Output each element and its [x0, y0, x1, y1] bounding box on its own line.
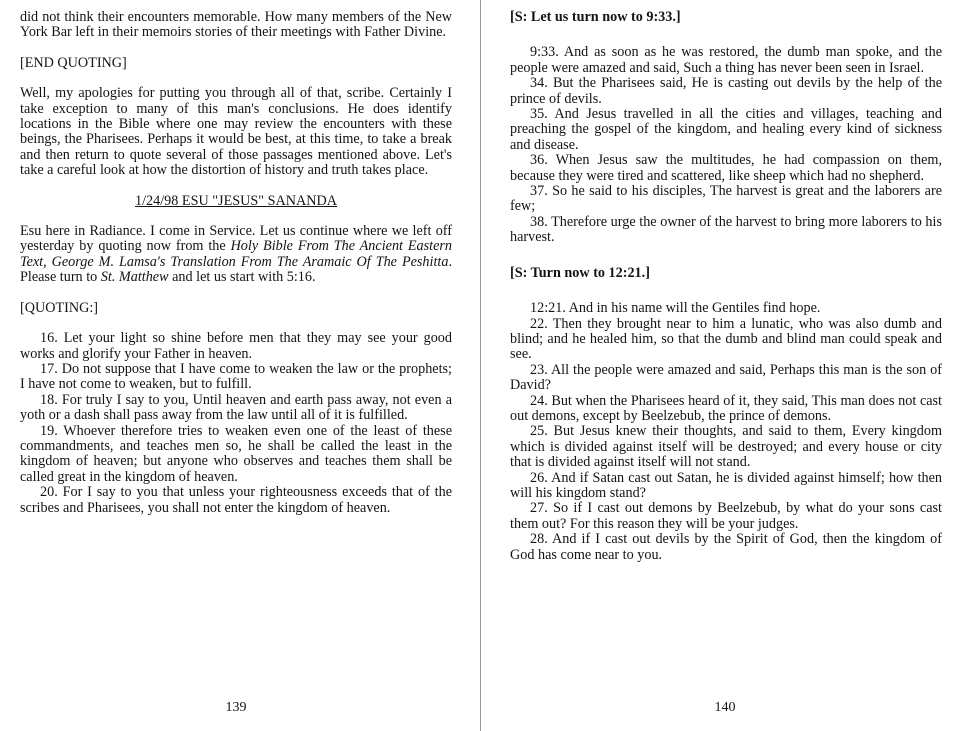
verse: 20. For I say to you that unless your righteousness exceeds that of the scribes and Pharisees, you shall not enter the kingdom of heaven. — [20, 484, 452, 516]
esu-paragraph — [20, 224, 452, 286]
end-quoting-marker: [END QUOTING] — [20, 54, 127, 71]
right-page — [483, 0, 966, 731]
verse: 18. For truly I say to you, Until heaven and earth pass away, not even a yoth or a dash shall pass away from the law until all of it is fulfilled. — [20, 391, 452, 424]
verse: 19. Whoever therefore tries to weaken even one of the least of these commandments, and teaches men so, he shall be called the least in the kingdom of heaven; but anyone who observes and teaches them shall be called great in the kingdom of heaven. — [20, 422, 452, 485]
page-number: 139 — [225, 700, 247, 715]
verse: 25. But Jesus knew their thoughts, and said to them, Every kingdom which is divided against itself will be destroyed; and every house or city that is divided against itself will not stand. — [510, 423, 942, 471]
left-text-column — [20, 10, 452, 516]
esu-paragraph-text: and let us start with 5:16. — [168, 269, 316, 286]
page-gutter — [480, 0, 481, 731]
commentary-paragraph: Well, my apologies for putting you through all of that, scribe. Certainly I take exception to many of this man's conclusions. He does identify locations in the Bible where one may review the encounters with these beings, the Pharisees. Perhaps it would be best, at this time, to take a break and then return to quote several of those passages mentioned above. Let's take a careful look at how the distortion of history and truth takes place. — [20, 85, 452, 179]
verse: 26. And if Satan cast out Satan, he is divided against himself; how then will his kingdom stand? — [510, 469, 942, 501]
verse: 28. And if I cast out devils by the Spirit of God, then the kingdom of God has come near to you. — [510, 531, 942, 563]
right-text-column — [510, 10, 942, 563]
verse: 16. Let your light so shine before men that they may see your good works and glorify your Father in heaven. — [20, 330, 452, 362]
scribe-note: [S: Turn now to 12:21.] — [510, 264, 650, 281]
verse: 34. But the Pharisees said, He is casting out devils by the help of the prince of devils. — [510, 75, 942, 107]
book-title: Holy Bible From The Ancient Eastern Text, George M. Lamsa's Translation From The Aramaic Of The Peshitta — [20, 238, 452, 270]
verse: 9:33. And as soon as he was restored, the dumb man spoke, and the people were amazed and said, Such a thing has never been seen in Israel. — [510, 44, 942, 76]
verse: 37. So he said to his disciples, The harvest is great and the laborers are few; — [510, 183, 942, 215]
section-heading: 1/24/98 ESU "JESUS" SANANDA — [135, 192, 337, 209]
verse: 17. Do not suppose that I have come to weaken the law or the prophets; I have not come to weaken, but to fulfill. — [20, 360, 452, 393]
verse: 24. But when the Pharisees heard of it, they said, This man does not cast out demons, except by Beelzebub, the prince of demons. — [510, 392, 942, 424]
intro-paragraph: did not think their encounters memorable. How many members of the New York Bar left in their memoirs stories of their meetings with Father Divine. — [20, 9, 452, 41]
verse: 36. When Jesus saw the multitudes, he had compassion on them, because they were tired and scattered, like sheep which had no shepherd. — [510, 152, 942, 184]
esu-paragraph-text: . Please turn to — [20, 253, 452, 286]
verse: 38. Therefore urge the owner of the harvest to bring more laborers to his harvest. — [510, 213, 942, 246]
verse: 23. All the people were amazed and said, Perhaps this man is the son of David? — [510, 361, 942, 394]
quoting-marker: [QUOTING:] — [20, 299, 99, 316]
page-number: 140 — [714, 700, 736, 715]
left-page — [0, 0, 480, 731]
verse: 22. Then they brought near to him a lunatic, who was also dumb and blind; and he healed him, so that the dumb and blind man could speak and see. — [510, 315, 942, 363]
verse: 35. And Jesus travelled in all the cities and villages, teaching and preaching the gospel of the kingdom, and healing every kind of sickness and disease. — [510, 106, 942, 153]
scribe-note: [S: Let us turn now to 9:33.] — [510, 9, 681, 25]
verse: 27. So if I cast out demons by Beelzebub, by what do your sons cast them out? For this reason they will be your judges. — [510, 500, 942, 532]
book-name: St. Matthew — [100, 269, 169, 286]
esu-paragraph-text: Esu here in Radiance. I come in Service. Let us continue where we left off yesterday by quoting now from the — [20, 223, 452, 255]
verse: 12:21. And in his name will the Gentiles find hope. — [530, 300, 821, 317]
